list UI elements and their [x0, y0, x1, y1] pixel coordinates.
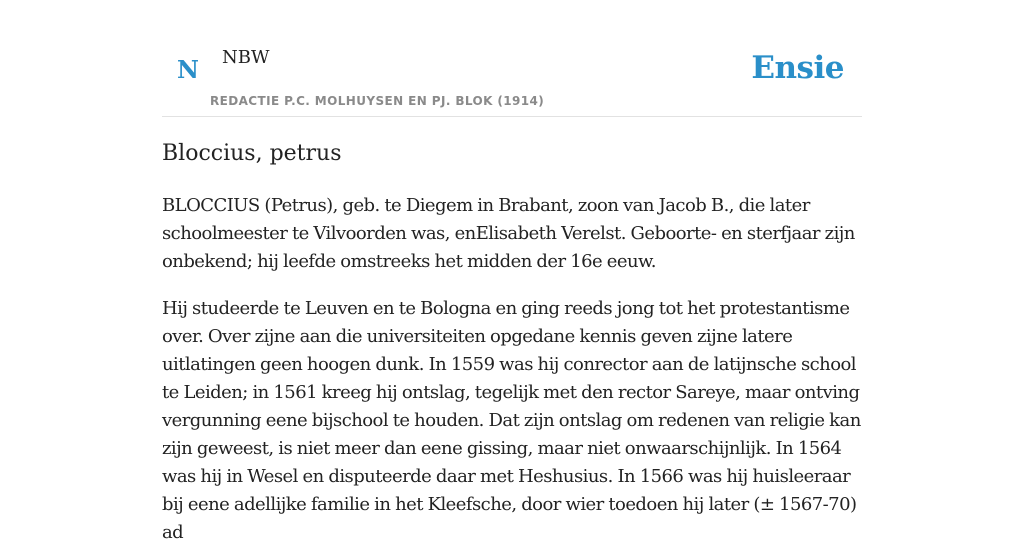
article — [162, 136, 862, 547]
article-paragraph: BLOCCIUS (Petrus), geb. te Diegem in Brabant, zoon van Jacob B., die later schoolmeester te Vilvoorden was, enElisabeth Verelst. Geboorte- en sterfjaar zijn onbekend; hij leefde omstreeks het midden der 16e eeuw. — [162, 195, 855, 272]
header — [162, 0, 862, 117]
source-logo[interactable]: N — [177, 55, 199, 84]
source-subtitle: REDACTIE P.C. MOLHUYSEN EN PJ. BLOK (1914) — [210, 94, 545, 108]
ensie-brand-link[interactable]: Ensie — [751, 50, 844, 86]
article-paragraph: Hij studeerde te Leuven en te Bologna en ging reeds jong tot het protestantisme over. Over zijne aan die universiteiten opgedane kennis geven zijne latere uitlatingen geen hoogen dunk. In 1559 was hij conrector aan de latijnsche school te Leiden; in 1561 kreeg hij ontslag, tegelijk met den rector Sareye, maar ontving vergunning eene bijschool te houden. Dat zijn ontslag om redenen van religie kan zijn geweest, is niet meer dan eene gissing, maar niet onwaarschijnlijk. In 1564 was hij in Wesel en disputeerde daar met Heshusius. In 1566 was hij huisleeraar bij eene adellijke familie in het Kleefsche, door wier toedoen hij later (± 1567-70) ad — [162, 298, 861, 543]
article-title: Bloccius, petrus — [162, 141, 342, 166]
source-abbreviation: NBW — [222, 47, 270, 68]
